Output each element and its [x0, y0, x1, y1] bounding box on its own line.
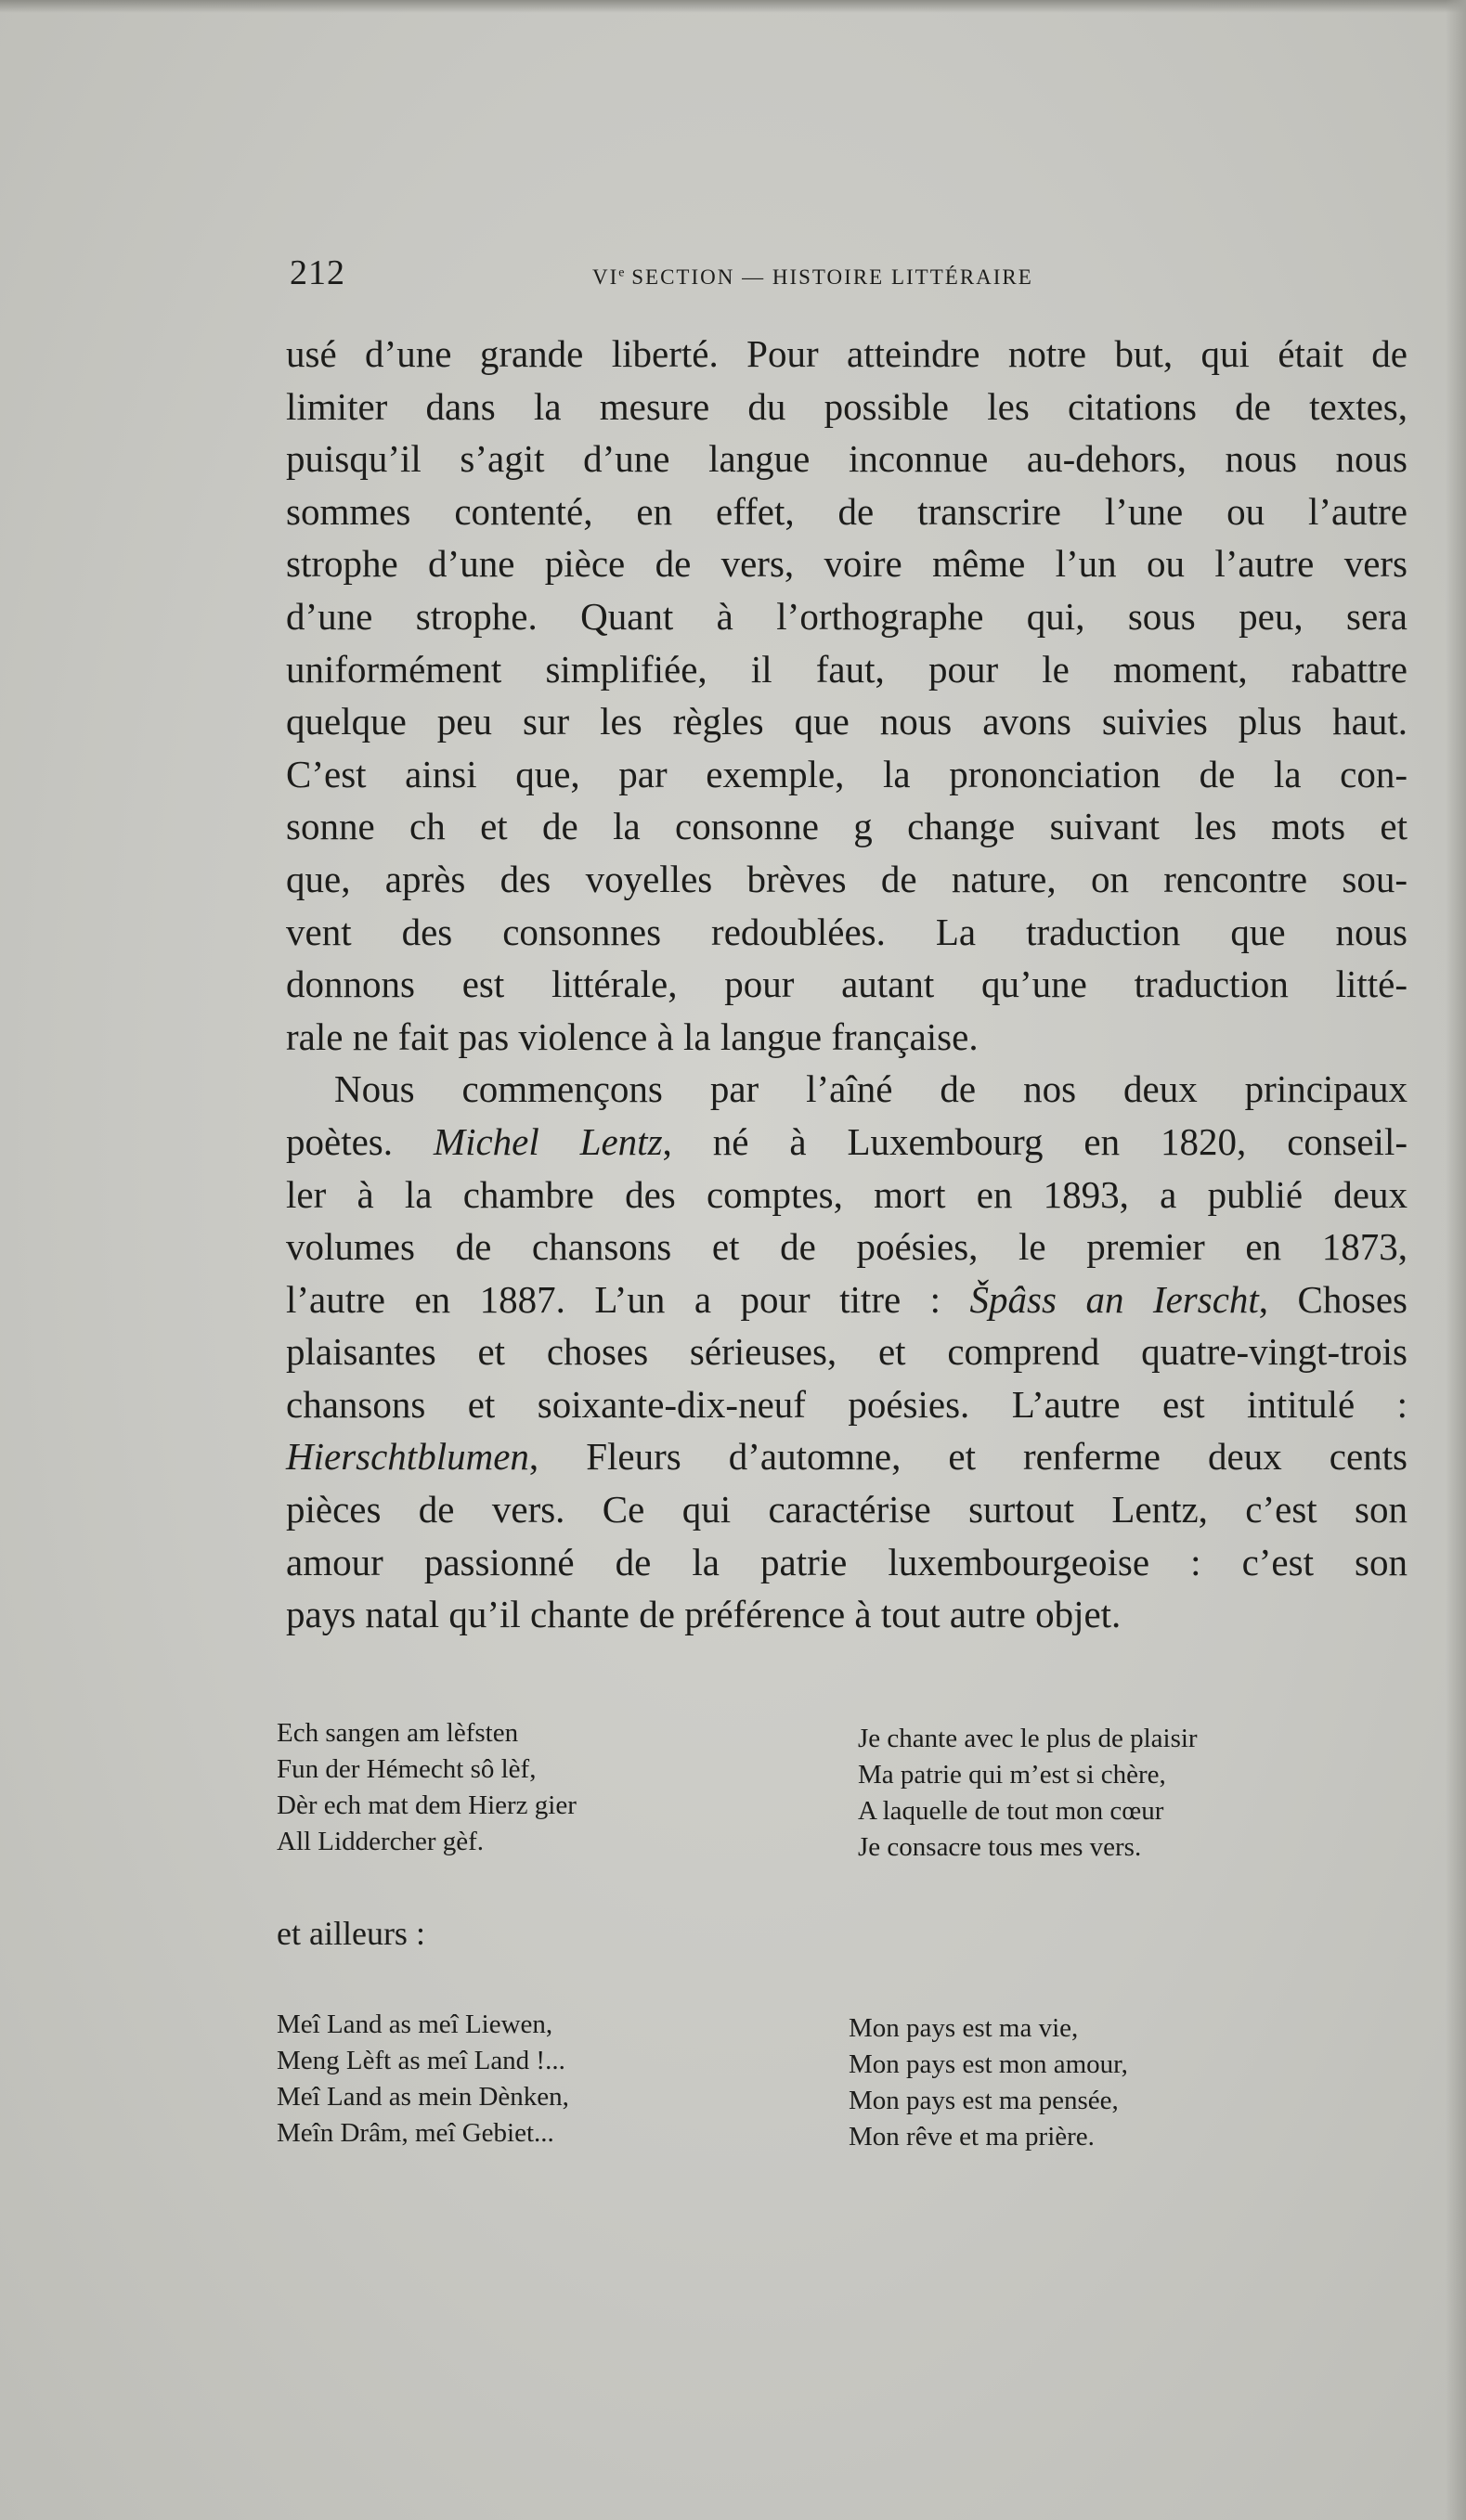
text-line: pays natal qu’il chante de préférence à tout autre objet. — [286, 1593, 1122, 1636]
text-run: poètes. — [286, 1119, 434, 1163]
text-line: vent des consonnes redoublées. La traduction que nous — [286, 910, 1408, 953]
verse-original — [277, 1715, 577, 1860]
text-line: pièces de vers. Ce qui caractérise surtout Lentz, c’est son — [286, 1488, 1408, 1531]
text-line: plaisantes et choses sérieuses, et comprend quatre-vingt-trois — [286, 1330, 1408, 1374]
page-top-shadow — [0, 0, 1466, 13]
text-line: C’est ainsi que, par exemple, la prononciation de la con- — [286, 752, 1408, 795]
verse-line: Meî Land as mein Dènken, — [277, 2082, 569, 2112]
text-line: quelque peu sur les règles que nous avons suivies plus haut. — [286, 700, 1408, 743]
verse-line: A laquelle de tout mon cœur — [858, 1796, 1164, 1826]
section-roman: VI — [592, 265, 619, 289]
text-line: chansons et soixante-dix-neuf poésies. L’autre est intitulé : — [286, 1382, 1408, 1426]
text-run: , Fleurs d’automne, et renferme deux cents — [528, 1435, 1408, 1479]
verse-line: Meng Lèft as meî Land !... — [277, 2046, 565, 2075]
verse-translation — [849, 2010, 1128, 2155]
verse-original — [277, 2007, 569, 2152]
verse-line: Mon pays est mon amour, — [849, 2049, 1128, 2079]
verse-line: Ech sangen am lèfsten — [277, 1718, 519, 1748]
text-line: uniformément simplifiée, il faut, pour le moment, rabattre — [286, 647, 1408, 691]
text-run: , Choses — [1258, 1277, 1408, 1321]
running-head-title — [592, 265, 1033, 290]
verse-line: Mon pays est ma vie, — [849, 2013, 1079, 2043]
verse-line: Mon rêve et ma prière. — [849, 2122, 1095, 2152]
text-line: donnons est littérale, pour autant qu’une traduction litté- — [286, 963, 1408, 1006]
verse-translation — [858, 1721, 1198, 1866]
paragraph-2 — [286, 1063, 1408, 1641]
text-line: sonne ch et de la consonne g change suivant les mots et — [286, 805, 1408, 848]
text-line: strophe d’une pièce de vers, voire même l’un ou l’autre vers — [286, 542, 1408, 586]
text-line: usé d’une grande liberté. Pour atteindre notre but, qui était de — [286, 332, 1408, 375]
verse-line: Je consacre tous mes vers. — [858, 1832, 1142, 1862]
text-line — [286, 1430, 1408, 1483]
author-name: Michel Lentz — [433, 1119, 663, 1163]
text-line: volumes de chansons et de poésies, le premier en 1873, — [286, 1225, 1408, 1269]
text-run: l’autre en 1887. L’un a pour titre : — [286, 1277, 970, 1321]
book-title: Hierschtblumen — [286, 1435, 529, 1479]
verse-line: Mon pays est ma pensée, — [849, 2086, 1119, 2115]
text-line — [286, 1116, 1408, 1169]
text-line: que, après des voyelles brèves de nature, on rencontre sou- — [286, 857, 1408, 900]
running-header — [290, 252, 1404, 299]
section-title: SECTION — HISTOIRE LITTÉRAIRE — [624, 265, 1033, 289]
body-text — [286, 328, 1408, 1641]
connector-text: et ailleurs : — [277, 1915, 425, 1952]
page-number: 212 — [290, 253, 345, 292]
paragraph-1 — [286, 328, 1408, 1063]
verse-line: Meî Land as meî Liewen, — [277, 2010, 553, 2039]
text-line: sommes contenté, en effet, de transcrire l’une ou l’autre — [286, 489, 1408, 533]
verse-line: Dèr ech mat dem Hierz gier — [277, 1790, 577, 1820]
page-right-shadow — [1446, 0, 1466, 2520]
text-line: Nous commençons par l’aîné de nos deux principaux — [334, 1067, 1408, 1111]
book-title: Špâss an Ierscht — [969, 1277, 1259, 1321]
verse-line: Meîn Drâm, meî Gebiet... — [277, 2118, 554, 2148]
text-line: puisqu’il s’agit d’une langue inconnue au-dehors, nous nous — [286, 437, 1408, 481]
text-run: , né à Luxembourg en 1820, conseil- — [662, 1119, 1408, 1163]
text-line: ler à la chambre des comptes, mort en 1893, a publié deux — [286, 1172, 1408, 1216]
verse-line: Fun der Hémecht sô lèf, — [277, 1754, 537, 1784]
text-line: rale ne fait pas violence à la langue française. — [286, 1014, 979, 1058]
verse-line: All Liddercher gèf. — [277, 1827, 485, 1856]
text-line: amour passionné de la patrie luxembourgeoise : c’est son — [286, 1540, 1408, 1583]
section-superscript: e — [618, 265, 625, 280]
text-line: limiter dans la mesure du possible les citations de textes, — [286, 384, 1408, 428]
verse-line: Ma patrie qui m’est si chère, — [858, 1760, 1166, 1790]
text-line — [286, 1273, 1408, 1326]
verse-line: Je chante avec le plus de plaisir — [858, 1724, 1198, 1753]
text-line: d’une strophe. Quant à l’orthographe qui, sous peu, sera — [286, 594, 1408, 638]
